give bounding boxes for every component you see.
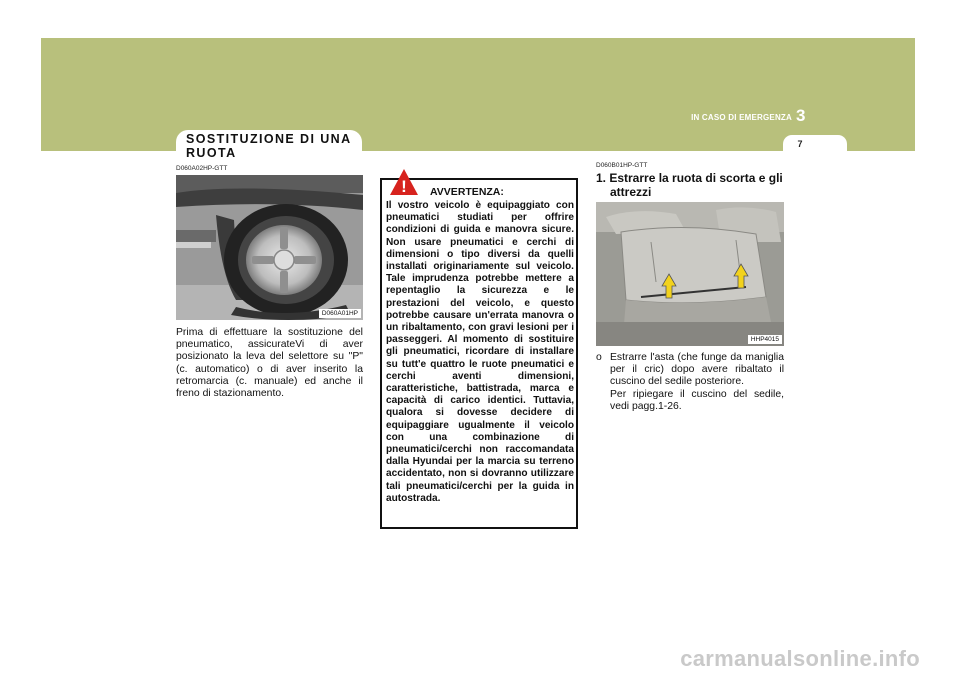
header-band	[41, 38, 915, 151]
intro-paragraph: Prima di effettuare la sostituzione del pneumatico, assicurateVi di aver posizionato la leva del selettore su "P" (c. automatico) o di aver inserito la retromarcia (c. manuale) ed anche il freno di stazionamento.	[176, 327, 363, 400]
tire-photo-label: D060A01HP	[319, 309, 361, 318]
step-heading	[596, 171, 788, 199]
warning-title: AVVERTENZA:	[430, 186, 504, 198]
section-title: SOSTITUZIONE DI UNA RUOTA	[186, 132, 352, 160]
warning-text: Il vostro veicolo è equipaggiato con pneumatici studiati per offrire condizioni di guida e manovra sicure. Non usare pneumatici e cerchi di dimensioni o tipo diversi da quelli installati originariamente sul veicolo. Tale imprudenza potrebbe mettere a repentaglio la sicurezza e le prestazioni del veicolo, e questo potrebbe causare un'errata manovra o un ribaltamento, con gravi lesioni per i passeggeri. Al momento di sostituire gli pneumatici, ricordare di installare su tutt'e quattro le ruote pneumatici e cerchi aventi dimensioni, caratteristiche, battistrada, marca e capacità di carico identici. Tuttavia, qualora si dovesse decidere di equipaggiare ugualmente il veicolo con una combinazione di pneumatici/cerchi non raccomandata dalla Hyundai per la marcia su terreno accidentato, non si dovranno utilizzare tali pneumatici/cerchi per la guida in autostrada.	[386, 200, 574, 504]
bullet-list	[596, 352, 784, 413]
seat-photo	[596, 202, 784, 346]
section-label: IN CASO DI EMERGENZA	[691, 113, 792, 122]
tire-photo	[176, 175, 363, 320]
bullet-marker: o	[596, 352, 602, 363]
chapter-number: 3	[796, 106, 806, 125]
seat-photo-label: HHP4015	[748, 335, 782, 344]
step-code: D060B01HP-GTT	[596, 162, 648, 169]
watermark: carmanualsonline.info	[680, 646, 920, 671]
list-item	[596, 352, 784, 413]
step-heading-line1: 1. Estrarre la ruota di scorta e gli	[596, 171, 783, 185]
tire-illustration	[176, 175, 363, 320]
warning-triangle-icon	[389, 168, 419, 196]
section-code: D060A02HP-GTT	[176, 165, 228, 172]
seat-illustration	[596, 202, 784, 346]
page-number: 7	[797, 139, 803, 149]
warning-glyph: !	[401, 177, 407, 196]
bullet-text: Estrarre l'asta (che funge da maniglia per il cric) dopo avere ribaltato il cuscino del sedile posteriore.	[610, 352, 784, 388]
bullet-text-2: Per ripiegare il cuscino del sedile, vedi pagg.1-26.	[610, 388, 784, 412]
step-heading-line2: attrezzi	[610, 185, 652, 199]
